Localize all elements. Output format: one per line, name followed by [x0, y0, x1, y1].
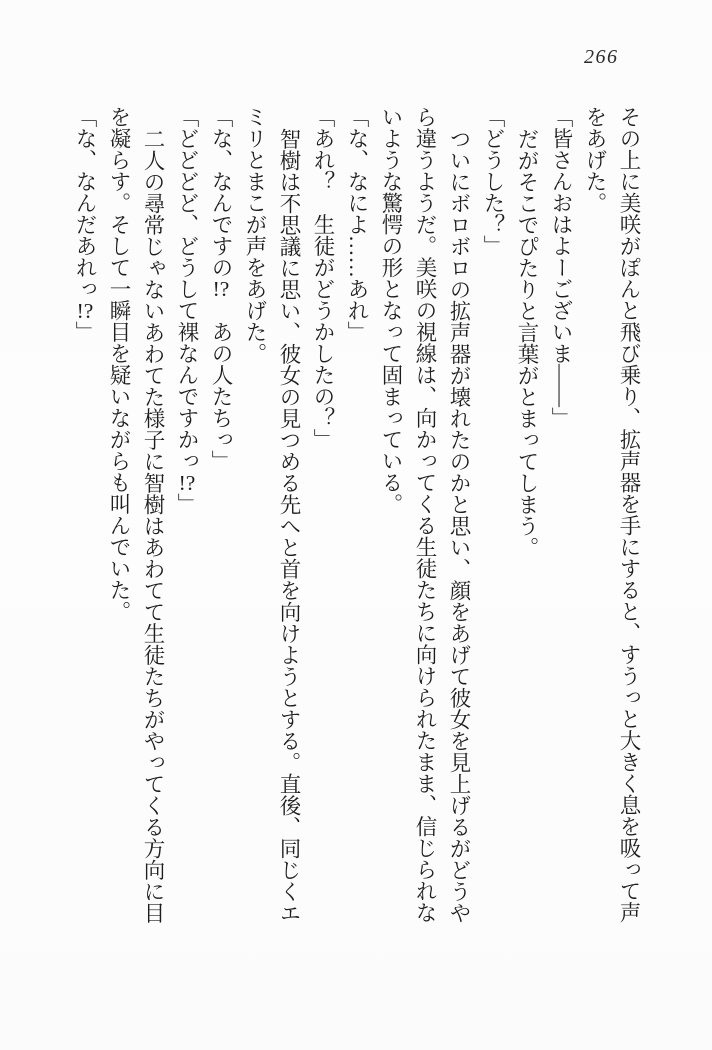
paragraph-narration: その上に美咲がぽんと飛び乗り、拡声器を手にすると、すうっと大きく息を吸って声をあげた。 [583, 106, 641, 923]
paragraph-dialogue: 「皆さんおはよーございま――」 [549, 106, 573, 429]
paragraph-narration: だがそこでぴたりと言葉がとまってしまう。 [515, 127, 539, 558]
paragraph-dialogue: 「どどどど、どうして裸なんですかっ!?」 [175, 106, 199, 515]
paragraph-narration: ついにボロボロの拡声器が壊れたのかと思い、顔をあげて彼女を見上げるがどうやら違うようだ。美咲の視線は、向かってくる生徒たちに向けられたまま、信じられないような驚愕の形となって固まっている。 [379, 106, 471, 923]
paragraph-narration: 智樹は不思議に思い、彼女の見つめる先へと首を向けようとする。直後、同じくエミリとまこが声をあげた。 [243, 106, 301, 923]
paragraph-dialogue: 「あれ？ 生徒がどうかしたの？」 [311, 106, 335, 450]
paragraph-dialogue: 「な、なんだあれっ!?」 [73, 106, 97, 343]
paragraph-dialogue: 「な、なによ……あれ」 [345, 106, 369, 343]
paragraph-narration: 二人の尋常じゃないあわてた様子に智樹はあわてて生徒たちがやってくる方向に目を凝らす。そして一瞬目を疑いながらも叫んでいた。 [107, 106, 165, 923]
page-number: 266 [584, 46, 619, 68]
paragraph-dialogue: 「な、なんですの!? あの人たちっ」 [209, 106, 233, 472]
text-block [64, 106, 646, 926]
paragraph-dialogue: 「どうした？」 [481, 106, 505, 257]
